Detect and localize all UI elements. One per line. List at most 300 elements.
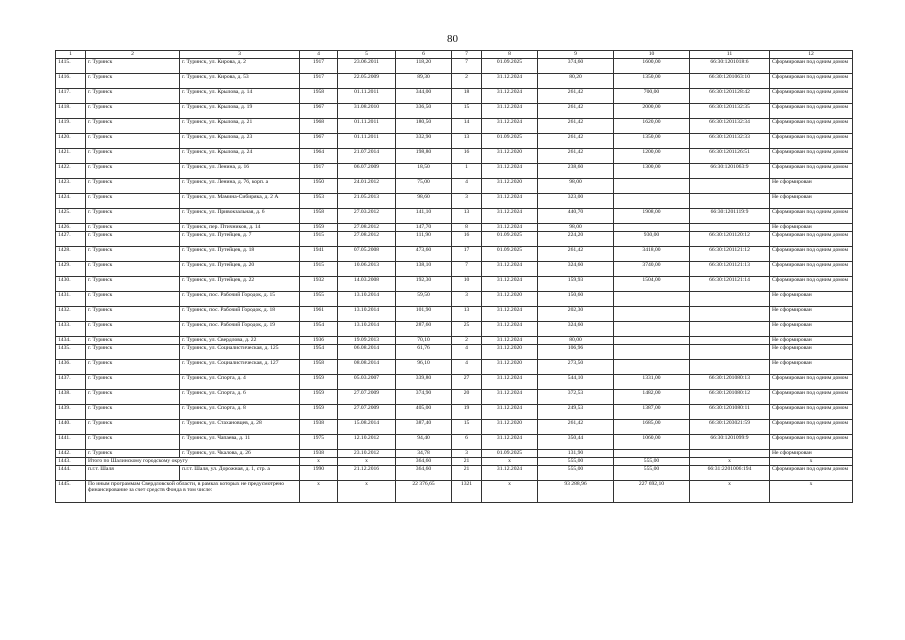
table-cell: 31.12.2020 xyxy=(482,149,538,164)
table-cell xyxy=(614,179,690,194)
table-cell: 31.12.2024 xyxy=(482,164,538,179)
table-cell: г. Туринск, пос. Рабочий Городок, д. 19 xyxy=(180,322,300,337)
table-cell: 66:30:1201121:12 xyxy=(690,247,770,262)
table-cell xyxy=(614,224,690,232)
table-row xyxy=(56,435,853,450)
table-cell: 66:30:1201132:33 xyxy=(690,134,770,149)
table-body xyxy=(56,51,853,503)
table-cell: 21 xyxy=(452,466,482,481)
table-cell: 3 xyxy=(452,292,482,307)
table-cell: 1959 xyxy=(300,375,338,390)
table-cell: 17 xyxy=(452,247,482,262)
table-cell: 31.12.2024 xyxy=(482,390,538,405)
table-cell: 31.12.2024 xyxy=(482,405,538,420)
table-cell xyxy=(614,450,690,458)
table-cell: 1200,00 xyxy=(614,149,690,164)
table-row xyxy=(56,405,853,420)
table-cell: г. Туринск, ул. Путейцев, д. 18 xyxy=(180,247,300,262)
table-cell xyxy=(614,345,690,360)
table-cell: 31.08.2010 xyxy=(338,104,396,119)
table-cell: 6 xyxy=(452,435,482,450)
table-cell: 27 xyxy=(452,375,482,390)
table-cell: Сформирован под одним домом xyxy=(770,277,853,292)
column-number: 7 xyxy=(452,51,482,59)
table-cell xyxy=(690,450,770,458)
table-cell: 15 xyxy=(452,420,482,435)
row-number: 1415. xyxy=(56,59,86,74)
table-cell: 80,20 xyxy=(538,74,614,89)
table-cell: 261,42 xyxy=(538,119,614,134)
table-row xyxy=(56,277,853,292)
row-number: 1430. xyxy=(56,277,86,292)
table-row xyxy=(56,345,853,360)
table-row xyxy=(56,247,853,262)
table-cell: 1600,00 xyxy=(614,59,690,74)
table-cell xyxy=(614,337,690,345)
table-cell: 261,42 xyxy=(538,149,614,164)
table-cell: 1917 xyxy=(300,74,338,89)
table-cell: 324,60 xyxy=(538,322,614,337)
table-cell: 01.11.2011 xyxy=(338,89,396,104)
table-cell: г. Туринск xyxy=(86,179,180,194)
table-cell: Не сформирован xyxy=(770,307,853,322)
table-cell: г. Туринск, ул. Путейцев, д. 7 xyxy=(180,232,300,247)
table-cell: Сформирован под одним домом xyxy=(770,104,853,119)
column-number: 2 xyxy=(86,51,180,59)
table-cell: 21.05.2013 xyxy=(338,194,396,209)
table-cell: г. Туринск xyxy=(86,375,180,390)
table-cell: 1950 xyxy=(300,179,338,194)
row-number: 1429. xyxy=(56,262,86,277)
table-cell: г. Туринск, ул. Ленина, д. 16 xyxy=(180,164,300,179)
table-cell: Сформирован под одним домом xyxy=(770,149,853,164)
table-cell xyxy=(690,179,770,194)
table-cell: Не сформирован xyxy=(770,224,853,232)
table-cell: 18 xyxy=(452,89,482,104)
table-cell: 2 xyxy=(452,337,482,345)
table-cell: г. Туринск, ул. Социалистическая, д. 125 xyxy=(180,345,300,360)
table-cell: 555,00 xyxy=(538,458,614,466)
table-cell: 80,00 xyxy=(538,337,614,345)
row-number: 1436. xyxy=(56,360,86,375)
table-cell: г. Туринск, ул. Чкалова, д. 26 xyxy=(180,450,300,458)
table-cell: Сформирован под одним домом xyxy=(770,89,853,104)
table-cell: 138,10 xyxy=(396,262,452,277)
table-cell: 1959 xyxy=(300,224,338,232)
row-number: 1440. xyxy=(56,420,86,435)
table-row xyxy=(56,262,853,277)
table-cell: 07.05.2008 xyxy=(338,247,396,262)
table-cell: 18,50 xyxy=(396,164,452,179)
table-cell: Сформирован под одним домом xyxy=(770,74,853,89)
table-cell: x xyxy=(482,458,538,466)
table-cell: 364,60 xyxy=(396,466,452,481)
table-cell: 350,44 xyxy=(538,435,614,450)
table-cell: г. Туринск xyxy=(86,337,180,345)
table-cell: 31.12.2024 xyxy=(482,375,538,390)
table-cell xyxy=(690,292,770,307)
table-cell: 01.09.2025 xyxy=(482,450,538,458)
table-cell: Сформирован под одним домом xyxy=(770,209,853,224)
table-cell: 1350,00 xyxy=(614,74,690,89)
table-cell: 31.12.2024 xyxy=(482,209,538,224)
row-number: 1425. xyxy=(56,209,86,224)
table-cell: 2000,00 xyxy=(614,104,690,119)
row-number: 1420. xyxy=(56,134,86,149)
column-number: 6 xyxy=(396,51,452,59)
table-cell: 13.10.2014 xyxy=(338,322,396,337)
table-cell: г. Туринск, ул. Свердлова, д. 22 xyxy=(180,337,300,345)
row-number: 1426. xyxy=(56,224,86,232)
table-cell: 13 xyxy=(452,134,482,149)
table-cell: Не сформирован xyxy=(770,194,853,209)
row-number: 1433. xyxy=(56,322,86,337)
table-cell: г. Туринск xyxy=(86,89,180,104)
row-number: 1427. xyxy=(56,232,86,247)
table-cell: г. Туринск, ул. Путейцев, д. 20 xyxy=(180,262,300,277)
table-cell: Сформирован под одним домом xyxy=(770,435,853,450)
table-cell: г. Туринск xyxy=(86,119,180,134)
table-cell: 261,42 xyxy=(538,420,614,435)
table-cell: 159,93 xyxy=(538,277,614,292)
table-cell: 1504,00 xyxy=(614,277,690,292)
table-cell: 14.03.2008 xyxy=(338,277,396,292)
table-cell: 1968 xyxy=(300,119,338,134)
table-cell: 66:30:1203021:59 xyxy=(690,420,770,435)
table-cell: 66:30:1201080:13 xyxy=(690,375,770,390)
table-row xyxy=(56,194,853,209)
table-row xyxy=(56,322,853,337)
total-label: По иным программам Свердловской области, в рамках которых не предусмотрено финансирование за счет средств Фонда в том числе: xyxy=(86,481,300,503)
table-cell: 1958 xyxy=(300,209,338,224)
table-cell: 336,50 xyxy=(396,104,452,119)
table-cell: 31.12.2024 xyxy=(482,307,538,322)
table-cell: Сформирован под одним домом xyxy=(770,262,853,277)
table-cell: г. Туринск xyxy=(86,74,180,89)
table-cell: 3 xyxy=(452,194,482,209)
table-cell: x xyxy=(300,458,338,466)
table-cell: 06.07.2009 xyxy=(338,164,396,179)
table-cell: г. Туринск, ул. Спорта, д. 6 xyxy=(180,390,300,405)
table-cell: 16 xyxy=(452,149,482,164)
table-cell: Сформирован под одним домом xyxy=(770,119,853,134)
table-cell: 141,10 xyxy=(396,209,452,224)
table-cell: 15 xyxy=(452,104,482,119)
table-cell: г. Туринск, ул. Стахановцев, д. 28 xyxy=(180,420,300,435)
table-cell: 31.12.2024 xyxy=(482,466,538,481)
table-cell: Сформирован под одним домом xyxy=(770,59,853,74)
table-cell: 21.07.2014 xyxy=(338,149,396,164)
table-cell: 31.12.2024 xyxy=(482,322,538,337)
table-cell: 31.12.2024 xyxy=(482,74,538,89)
total-label: Итого по Шалинскому городскому округу xyxy=(86,458,300,466)
table-cell: г. Туринск, ул. Ленина, д. 76, корп. а xyxy=(180,179,300,194)
table-cell: г. Туринск, ул. Крылова, д. 19 xyxy=(180,104,300,119)
table-cell: 1917 xyxy=(300,164,338,179)
column-number: 9 xyxy=(538,51,614,59)
table-cell xyxy=(614,360,690,375)
table-cell: 1958 xyxy=(300,89,338,104)
table-row xyxy=(56,390,853,405)
table-cell: 98,00 xyxy=(538,179,614,194)
table-cell: п.г.т. Шаля xyxy=(86,466,180,481)
table-cell xyxy=(690,307,770,322)
table-cell: 1958 xyxy=(300,360,338,375)
table-cell: 01.09.2025 xyxy=(482,232,538,247)
table-cell: 4 xyxy=(452,179,482,194)
table-cell: 31.12.2020 xyxy=(482,179,538,194)
table-cell: x xyxy=(300,481,338,503)
table-row xyxy=(56,74,853,89)
table-cell: 19 xyxy=(452,405,482,420)
table-cell: 31.12.2020 xyxy=(482,360,538,375)
table-cell: 198,80 xyxy=(396,149,452,164)
table-cell: 224,20 xyxy=(538,232,614,247)
table-cell: 202,30 xyxy=(538,307,614,322)
table-cell: 31.12.2020 xyxy=(482,292,538,307)
table-cell: x xyxy=(690,458,770,466)
table-cell: г. Туринск, ул. Социалистическая, д. 127 xyxy=(180,360,300,375)
table-cell: 3 xyxy=(452,450,482,458)
table-cell: г. Туринск xyxy=(86,232,180,247)
table-cell: 94,40 xyxy=(396,435,452,450)
table-cell: 1620,00 xyxy=(614,119,690,134)
row-number: 1419. xyxy=(56,119,86,134)
table-cell: x xyxy=(690,481,770,503)
table-cell: 61,76 xyxy=(396,345,452,360)
table-row xyxy=(56,337,853,345)
table-cell: 1941 xyxy=(300,247,338,262)
table-cell: 261,42 xyxy=(538,89,614,104)
table-cell: 1685,00 xyxy=(614,420,690,435)
table-cell: 01.11.2011 xyxy=(338,134,396,149)
table-cell: г. Туринск xyxy=(86,307,180,322)
table-cell: 31.12.2024 xyxy=(482,89,538,104)
table-cell: x xyxy=(482,481,538,503)
table-cell: 25 xyxy=(452,322,482,337)
table-cell: 287,60 xyxy=(396,322,452,337)
table-cell: 555,00 xyxy=(614,458,690,466)
table-cell: 15.08.2014 xyxy=(338,420,396,435)
table-cell: г. Туринск xyxy=(86,345,180,360)
table-cell: 261,42 xyxy=(538,247,614,262)
table-cell: 1060,00 xyxy=(614,435,690,450)
row-number: 1441. xyxy=(56,435,86,450)
table-cell: 3418,00 xyxy=(614,247,690,262)
table-cell: 339,80 xyxy=(396,375,452,390)
table-cell: 34,78 xyxy=(396,450,452,458)
table-cell: г. Туринск xyxy=(86,164,180,179)
table-cell: 66:30:1201126:51 xyxy=(690,149,770,164)
table-cell xyxy=(690,345,770,360)
table-cell: 147,70 xyxy=(396,224,452,232)
table-cell: 3740,00 xyxy=(614,262,690,277)
table-cell xyxy=(614,307,690,322)
table-cell: 27.07.2009 xyxy=(338,405,396,420)
table-cell: 118,20 xyxy=(396,59,452,74)
table-cell: 31.12.2024 xyxy=(482,104,538,119)
table-cell: 98,00 xyxy=(538,224,614,232)
table-cell: Не сформирован xyxy=(770,345,853,360)
table-cell: г. Туринск xyxy=(86,360,180,375)
table-row xyxy=(56,292,853,307)
table-cell: 4 xyxy=(452,345,482,360)
table-cell: г. Туринск, ул. Крылова, д. 24 xyxy=(180,149,300,164)
table-row xyxy=(56,224,853,232)
table-cell: г. Туринск xyxy=(86,292,180,307)
table-cell: x xyxy=(338,481,396,503)
table-cell: 1938 xyxy=(300,450,338,458)
table-cell: 27.07.2009 xyxy=(338,390,396,405)
table-cell: Сформирован под одним домом xyxy=(770,247,853,262)
table-cell: 66:30:1201063:9 xyxy=(690,164,770,179)
table-row xyxy=(56,59,853,74)
table-cell: 05.03.2007 xyxy=(338,375,396,390)
table-cell: 27.08.2012 xyxy=(338,232,396,247)
table-cell: 75,00 xyxy=(396,179,452,194)
table-cell: Сформирован под одним домом xyxy=(770,375,853,390)
table-cell: 27.08.2012 xyxy=(338,224,396,232)
table-cell: г. Туринск, пос. Рабочий Городок, д. 18 xyxy=(180,307,300,322)
table-cell: 555,00 xyxy=(614,466,690,481)
table-cell: 98,60 xyxy=(396,194,452,209)
table-cell: г. Туринск xyxy=(86,420,180,435)
table-cell: 1953 xyxy=(300,194,338,209)
table-cell: 344,00 xyxy=(396,89,452,104)
table-cell: 31.12.2020 xyxy=(482,420,538,435)
table-cell: 20 xyxy=(452,390,482,405)
table-cell: 8 xyxy=(452,224,482,232)
table-cell: 261,42 xyxy=(538,104,614,119)
table-cell: п.г.т. Шаля, ул. Дорожная, д. 1, стр. а xyxy=(180,466,300,481)
table-cell: г. Туринск, ул. Спорта, д. 4 xyxy=(180,375,300,390)
row-number: 1432. xyxy=(56,307,86,322)
table-cell: 1300,00 xyxy=(614,164,690,179)
table-cell: 180,50 xyxy=(396,119,452,134)
table-row xyxy=(56,232,853,247)
table-cell: г. Туринск xyxy=(86,277,180,292)
table-cell: Сформирован под одним домом xyxy=(770,390,853,405)
table-cell: 473,60 xyxy=(396,247,452,262)
row-number: 1445. xyxy=(56,481,86,503)
table-cell: г. Туринск xyxy=(86,104,180,119)
table-cell: 1915 xyxy=(300,232,338,247)
table-cell: Не сформирован xyxy=(770,322,853,337)
table-cell: Сформирован под одним домом xyxy=(770,466,853,481)
column-number: 1 xyxy=(56,51,86,59)
table-cell: 23.06.2011 xyxy=(338,59,396,74)
table-cell: г. Туринск, пер. Птичников, д. 14 xyxy=(180,224,300,232)
column-number: 5 xyxy=(338,51,396,59)
table-cell: 440,70 xyxy=(538,209,614,224)
row-number: 1422. xyxy=(56,164,86,179)
table-cell: 1387,00 xyxy=(614,405,690,420)
table-cell: 1321 xyxy=(452,481,482,503)
table-cell: Не сформирован xyxy=(770,450,853,458)
table-cell: г. Туринск xyxy=(86,450,180,458)
table-cell: 700,00 xyxy=(614,89,690,104)
table-cell: 31.12.2024 xyxy=(482,435,538,450)
table-cell: 1350,00 xyxy=(614,134,690,149)
table-cell: x xyxy=(770,458,853,466)
table-cell: 12.10.2012 xyxy=(338,435,396,450)
table-row xyxy=(56,450,853,458)
page-number: 80 xyxy=(447,33,458,45)
table-cell: Сформирован под одним домом xyxy=(770,232,853,247)
table-cell: 227 692,10 xyxy=(614,481,690,503)
table-cell: 1482,00 xyxy=(614,390,690,405)
table-cell: 16 xyxy=(452,232,482,247)
table-cell xyxy=(690,337,770,345)
table-cell: 374,90 xyxy=(396,390,452,405)
table-cell xyxy=(614,194,690,209)
table-cell: 13.10.2014 xyxy=(338,307,396,322)
table-cell: Сформирован под одним домом xyxy=(770,164,853,179)
row-number: 1444. xyxy=(56,466,86,481)
table-cell: 332,90 xyxy=(396,134,452,149)
table-cell: 01.09.2025 xyxy=(482,247,538,262)
table-cell: 1331,00 xyxy=(614,375,690,390)
row-number: 1438. xyxy=(56,390,86,405)
table-cell: 1954 xyxy=(300,345,338,360)
table-cell: 24.01.2012 xyxy=(338,179,396,194)
table-cell: 31.12.2024 xyxy=(482,224,538,232)
table-cell: 323,00 xyxy=(538,194,614,209)
table-cell: г. Туринск, ул. Спорта, д. 8 xyxy=(180,405,300,420)
table-cell: x xyxy=(770,481,853,503)
table-cell: г. Туринск xyxy=(86,405,180,420)
table-cell: 1967 xyxy=(300,134,338,149)
table-cell: 131,90 xyxy=(538,450,614,458)
table-cell: 66:30:1201080:12 xyxy=(690,390,770,405)
table-cell: 66:30:1201121:14 xyxy=(690,277,770,292)
table-cell: 273,50 xyxy=(538,360,614,375)
table-cell: 31.12.2024 xyxy=(482,277,538,292)
table-cell: 555,00 xyxy=(538,466,614,481)
table-row xyxy=(56,209,853,224)
table-cell: 01.09.2025 xyxy=(482,134,538,149)
table-cell: г. Туринск, ул. Кирова, д. 53 xyxy=(180,74,300,89)
row-number: 1424. xyxy=(56,194,86,209)
table-cell: г. Туринск, пос. Рабочий Городок, д. 15 xyxy=(180,292,300,307)
table-cell: г. Туринск xyxy=(86,209,180,224)
table-cell: 374,60 xyxy=(538,59,614,74)
table-cell: Не сформирован xyxy=(770,292,853,307)
row-number: 1428. xyxy=(56,247,86,262)
table-cell: 96,10 xyxy=(396,360,452,375)
table-cell: 14 xyxy=(452,119,482,134)
table-row xyxy=(56,104,853,119)
table-cell: 66:30:1201132:35 xyxy=(690,104,770,119)
table-cell: 66:30:1201080:11 xyxy=(690,405,770,420)
table-cell: г. Туринск, ул. Крылова, д. 14 xyxy=(180,89,300,104)
table-cell: 1964 xyxy=(300,149,338,164)
table-cell: 21.12.2016 xyxy=(338,466,396,481)
table-cell: 59,50 xyxy=(396,292,452,307)
column-number: 10 xyxy=(614,51,690,59)
table-cell: г. Туринск xyxy=(86,59,180,74)
table-cell: 1938 xyxy=(300,420,338,435)
column-number: 11 xyxy=(690,51,770,59)
table-cell: 1915 xyxy=(300,262,338,277)
table-cell: 66:30:1201018:6 xyxy=(690,59,770,74)
total-row xyxy=(56,458,853,466)
table-cell: 93 288,96 xyxy=(538,481,614,503)
table-row xyxy=(56,149,853,164)
row-number: 1418. xyxy=(56,104,86,119)
table-cell: г. Туринск xyxy=(86,435,180,450)
table-row xyxy=(56,164,853,179)
